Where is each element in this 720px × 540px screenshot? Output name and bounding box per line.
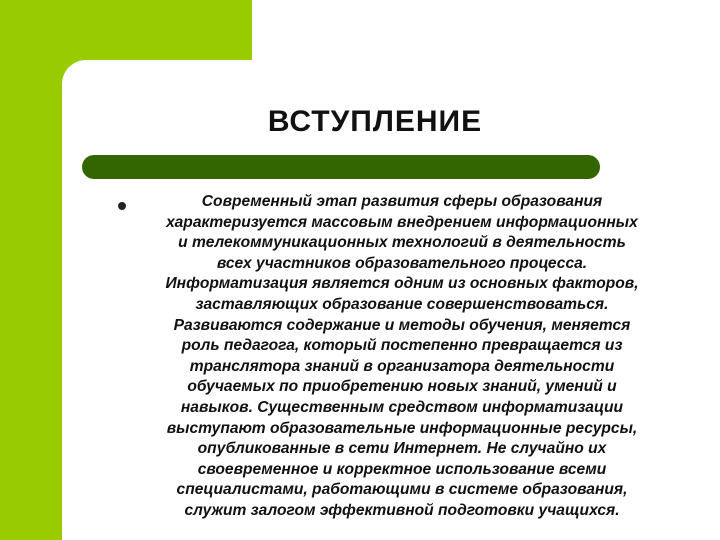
title-divider-bar: [82, 155, 600, 179]
paragraph-line: навыков. Существенным средством информатизации: [180, 398, 624, 416]
slide-title: ВСТУПЛЕНИЕ: [267, 105, 483, 138]
paragraph-line: Информатизация является одним из основных факторов,: [165, 275, 639, 293]
paragraph-line: специалистами, работающими в системе образования,: [176, 481, 628, 499]
paragraph-line: Развиваются содержание и методы обучения, меняется: [173, 316, 631, 334]
paragraph-line: обучаемых по приобретению новых знаний, умений и: [187, 378, 617, 396]
paragraph-line: всех участников образовательного процесса.: [216, 254, 588, 272]
paragraph-line: заставляющих образование совершенствоваться.: [195, 295, 609, 313]
paragraph-line: роль педагога, который постепенно превращается из: [181, 337, 623, 355]
paragraph-line: выступают образовательные информационные ресурсы,: [166, 419, 638, 437]
paragraph-line: Современный этап развития сферы образования: [201, 193, 603, 210]
bullet-paragraph: [92, 192, 712, 522]
paragraph-line: транслятора знаний в организатора деятельности: [189, 357, 615, 375]
paragraph-line: своевременное и корректное использование всеми: [197, 460, 607, 478]
paragraph-line: и телекоммуникационных технологий в деятельность: [178, 234, 626, 252]
paragraph-line: характеризуется массовым внедрением информационных: [166, 213, 638, 231]
paragraph-line: служит залогом эффективной подготовки учащихся.: [184, 501, 620, 519]
paragraph-line: опубликованные в сети Интернет. Не случайно их: [197, 440, 607, 458]
